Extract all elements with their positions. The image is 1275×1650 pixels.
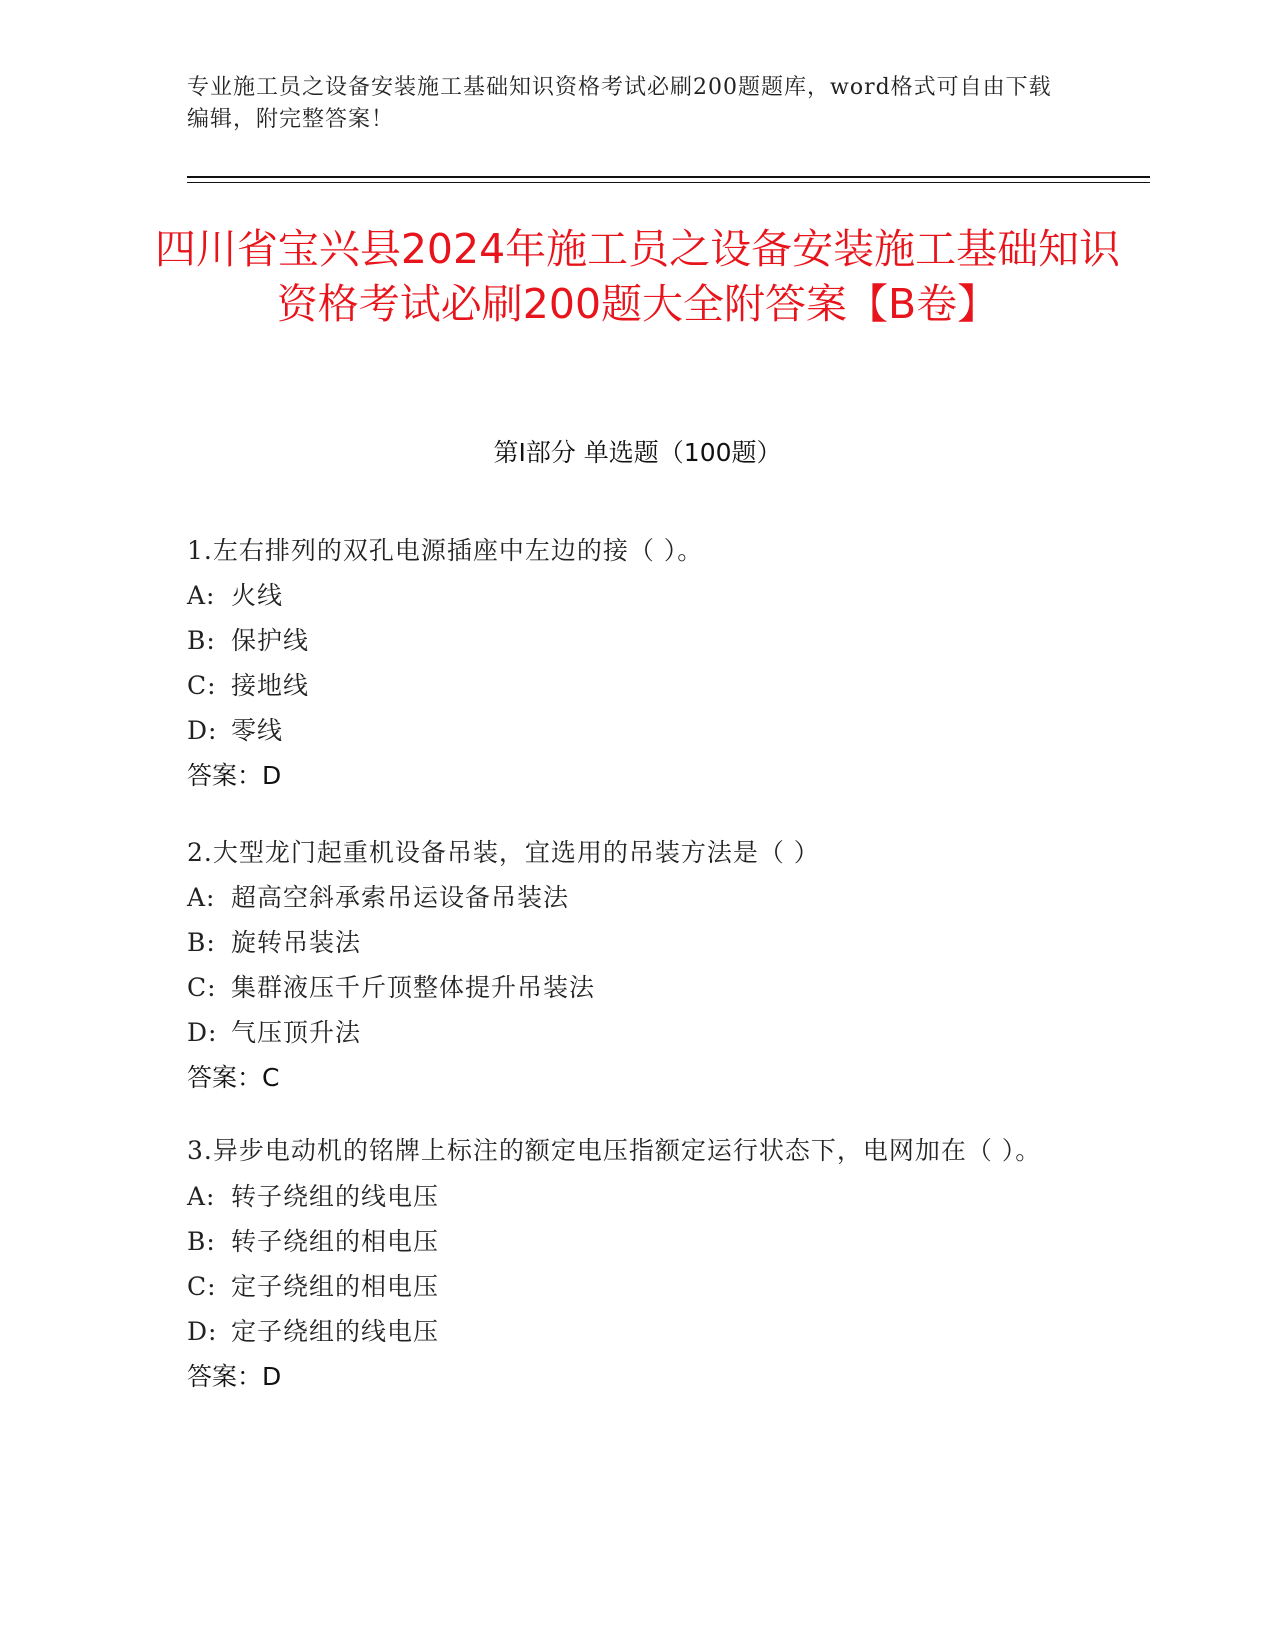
answer-line (187, 1354, 1087, 1399)
option-text: 定子绕组的线电压 (231, 1317, 440, 1346)
question-list (187, 528, 1087, 1431)
header-note: 专业施工员之设备安装施工基础知识资格考试必刷200题题库，word格式可自由下载编辑，附完整答案！ (187, 75, 1052, 132)
question-stem: 3.异步电动机的铭牌上标注的额定电压指额定运行状态下，电网加在（ ）。 (187, 1136, 1042, 1165)
option-text: 超高空斜承索吊运设备吊装法 (231, 883, 570, 912)
section-title: 第Ⅰ部分 单选题（100题） (493, 438, 782, 467)
option-text: 保护线 (231, 626, 310, 655)
option-a (187, 573, 1087, 618)
option-text: 定子绕组的相电压 (231, 1272, 440, 1301)
header-rule-thin (187, 182, 1150, 183)
option-d (187, 1309, 1087, 1354)
option-text: 零线 (231, 716, 284, 745)
option-text: 接地线 (231, 671, 310, 700)
option-letter: A: (187, 581, 216, 610)
option-text: 转子绕组的线电压 (231, 1182, 440, 1211)
option-text: 火线 (231, 581, 284, 610)
option-c (187, 965, 1087, 1010)
option-text: 转子绕组的相电压 (231, 1227, 440, 1256)
option-b (187, 1219, 1087, 1264)
option-letter: C: (187, 973, 217, 1002)
option-letter: C: (187, 1272, 217, 1301)
question-stem: 1.左右排列的双孔电源插座中左边的接（ ）。 (187, 536, 704, 565)
option-d (187, 708, 1087, 753)
option-letter: D: (187, 1317, 218, 1346)
option-c (187, 663, 1087, 708)
option-letter: A: (187, 1182, 216, 1211)
answer-label: 答案： (187, 1063, 263, 1092)
answer-line (187, 1055, 1087, 1100)
answer-label: 答案： (187, 761, 263, 790)
option-letter: B: (187, 928, 216, 957)
option-letter: C: (187, 671, 217, 700)
document-title: 四川省宝兴县2024年施工员之设备安装施工基础知识资格考试必刷200题大全附答案【B卷】 (154, 225, 1121, 328)
question-2 (187, 830, 1087, 1100)
option-b (187, 920, 1087, 965)
option-letter: B: (187, 1227, 216, 1256)
option-text: 气压顶升法 (231, 1018, 362, 1047)
answer-line (187, 753, 1087, 798)
answer-label: 答案： (187, 1362, 263, 1391)
option-letter: D: (187, 1018, 218, 1047)
question-stem: 2.大型龙门起重机设备吊装，宜选用的吊装方法是（ ） (187, 838, 820, 867)
option-a (187, 875, 1087, 920)
question-3 (187, 1132, 1087, 1399)
option-b (187, 618, 1087, 663)
answer-value: C (262, 1063, 280, 1092)
option-c (187, 1264, 1087, 1309)
question-1 (187, 528, 1087, 798)
option-a (187, 1174, 1087, 1219)
option-d (187, 1010, 1087, 1055)
answer-value: D (262, 1362, 282, 1391)
option-letter: D: (187, 716, 218, 745)
header-rule-thick (187, 176, 1150, 178)
option-letter: A: (187, 883, 216, 912)
option-text: 旋转吊装法 (231, 928, 362, 957)
option-text: 集群液压千斤顶整体提升吊装法 (231, 973, 596, 1002)
option-letter: B: (187, 626, 216, 655)
answer-value: D (262, 761, 282, 790)
